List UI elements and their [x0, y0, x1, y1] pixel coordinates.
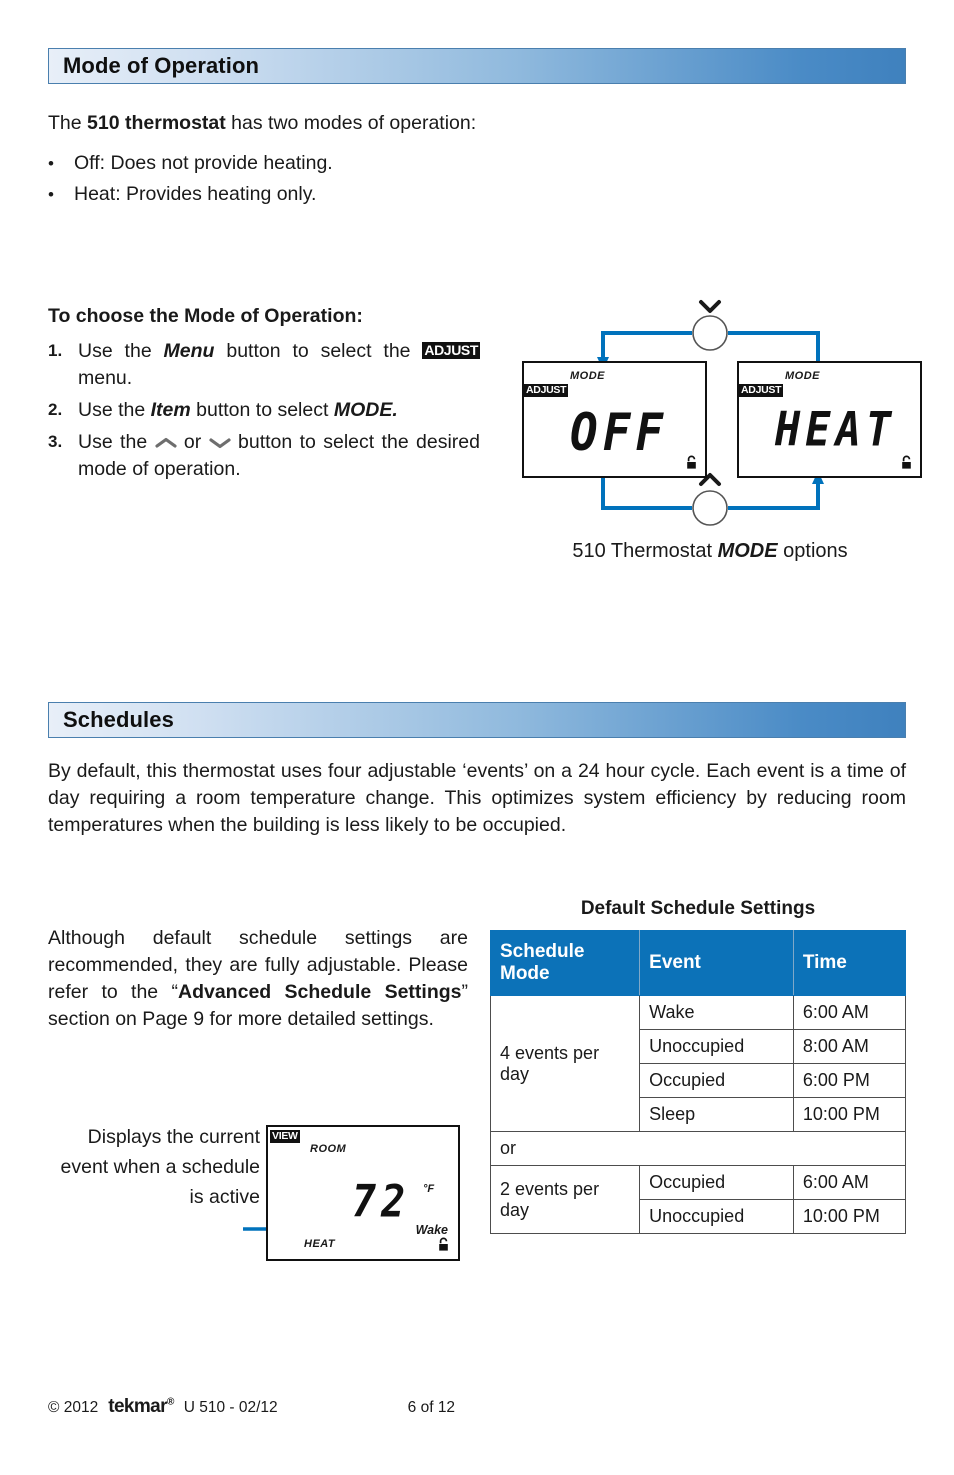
intro-paragraph [48, 110, 748, 137]
registered-mark: ® [166, 1396, 174, 1408]
lcd-panel-room [266, 1125, 460, 1261]
chevron-down-icon [209, 430, 231, 442]
intro-suffix: has two modes of operation: [225, 112, 477, 134]
table-row-separator [491, 1132, 906, 1166]
mode-options-diagram [500, 288, 920, 578]
lcd-event-label: Wake [415, 1223, 448, 1237]
step-2 [48, 397, 480, 424]
advanced-schedule-settings-ref: Advanced Schedule Settings [178, 981, 462, 1003]
menu-button-name: Menu [163, 340, 215, 362]
schedules-title: Schedules [63, 707, 174, 732]
step-2-mid: button to select [190, 399, 334, 421]
page-title: Mode of Operation [63, 53, 260, 78]
tekmar-logo [108, 1396, 174, 1418]
lcd-adjust-tag: ADJUST [526, 384, 567, 396]
left-para-post: ” section on Page 9 for more detailed settings. [48, 981, 468, 1030]
intro-prefix: The [48, 112, 88, 134]
section-header-schedules [48, 702, 906, 738]
mode-steps-list [48, 338, 480, 488]
step-1-mid: button to select the [214, 340, 423, 362]
lcd-view-tag: VIEW [272, 1130, 298, 1142]
caption-post: options [777, 540, 848, 562]
cell-time: 6:00 PM [793, 1064, 905, 1098]
step-text [78, 429, 480, 483]
cell-event: Unoccupied [640, 1030, 794, 1064]
lcd-temperature-unit: °F [423, 1183, 435, 1195]
lcd-value-heat: HEAT [775, 402, 897, 457]
cell-event: Occupied [640, 1064, 794, 1098]
caption-pre: 510 Thermostat [572, 540, 718, 562]
step-3-mid: or [176, 431, 209, 453]
cell-event: Occupied [640, 1166, 794, 1200]
lcd-temperature-value: 72 [352, 1176, 411, 1228]
table-row [491, 1166, 906, 1200]
caption-mode-word: MODE [717, 540, 778, 562]
schedules-left-paragraph [48, 925, 468, 1033]
cell-time: 8:00 AM [793, 1030, 905, 1064]
list-item-label: Off: Does not provide heating. [74, 152, 333, 174]
steps-heading: To choose the Mode of Operation: [48, 305, 363, 327]
cell-time: 10:00 PM [793, 1200, 905, 1234]
cell-event: Unoccupied [640, 1200, 794, 1234]
list-item [48, 148, 648, 179]
lock-open-icon [685, 455, 698, 470]
lcd-room-label: ROOM [310, 1143, 347, 1155]
step-3 [48, 429, 480, 483]
adjust-menu-tag: ADJUST [424, 342, 478, 358]
step-1-pre: Use the [78, 340, 164, 362]
column-header-event: Event [640, 931, 794, 996]
mode-bullet-list [48, 148, 648, 210]
step-number: 1. [48, 341, 63, 360]
step-number: 2. [48, 400, 63, 419]
cell-or-separator: or [491, 1132, 906, 1166]
lcd-heat-label: HEAT [304, 1238, 336, 1250]
cell-time: 10:00 PM [793, 1098, 905, 1132]
step-3-post: button to select the desired mode of operation. [78, 431, 480, 480]
table-title: Default Schedule Settings [580, 898, 816, 919]
footer-copyright: © 2012 [48, 1399, 99, 1416]
cell-schedule-mode-2-events: 2 events per day [491, 1166, 640, 1234]
cell-event: Sleep [640, 1098, 794, 1132]
footer-doc-code: U 510 - 02/12 [183, 1399, 278, 1416]
chevron-up-icon [155, 430, 177, 442]
mode-item-name: MODE. [333, 399, 398, 421]
bullet-dot-icon: • [48, 154, 54, 173]
lcd-panel-heat [737, 361, 922, 478]
lock-open-icon [437, 1237, 450, 1252]
section-header-mode-of-operation [48, 48, 906, 84]
bottom-lcd-caption: Displays the current event when a schedule is active [60, 1126, 260, 1208]
default-schedule-settings-table [490, 930, 906, 1234]
lcd-value-off: OFF [570, 401, 669, 463]
step-3-pre: Use the [78, 431, 155, 453]
step-2-pre: Use the [78, 399, 151, 421]
step-number: 3. [48, 432, 63, 451]
list-item-label: Heat: Provides heating only. [74, 183, 317, 205]
lcd-frame [266, 1125, 460, 1261]
intro-bold-term: 510 thermostat [87, 112, 226, 134]
lcd-panel-off [522, 361, 707, 478]
cell-time: 6:00 AM [793, 996, 905, 1030]
schedules-paragraph: By default, this thermostat uses four adjustable ‘events’ on a 24 hour cycle. Each event is a time of day requiring a room temperature change. This optimizes system efficiency by reducing room temperatures when the building is less likely to be occupied. [48, 760, 906, 836]
item-button-name: Item [150, 399, 191, 421]
list-item [48, 179, 648, 210]
step-1 [48, 338, 480, 392]
bullet-dot-icon: • [48, 185, 54, 204]
step-1-post: menu. [78, 367, 133, 389]
cell-schedule-mode-4-events: 4 events per day [491, 996, 640, 1132]
lock-open-icon [900, 455, 913, 470]
lcd-adjust-tag: ADJUST [741, 384, 782, 396]
cell-event: Wake [640, 996, 794, 1030]
left-para-pre: Although default schedule settings are recommended, they are fully adjustable. Please refer to the “ [48, 927, 468, 1003]
lcd-mode-label: MODE [785, 370, 820, 382]
diagram-caption [500, 540, 920, 563]
brand-name: tekmar [108, 1396, 167, 1417]
step-text [78, 397, 398, 424]
table-header-row [491, 931, 906, 996]
table-row [491, 996, 906, 1030]
column-header-time: Time [793, 931, 905, 996]
page-footer [48, 1396, 906, 1418]
lcd-mode-label: MODE [570, 370, 605, 382]
step-text [78, 338, 480, 392]
footer-page-number: 6 of 12 [407, 1399, 456, 1416]
cell-time: 6:00 AM [793, 1166, 905, 1200]
column-header-schedule-mode: Schedule Mode [491, 931, 640, 996]
